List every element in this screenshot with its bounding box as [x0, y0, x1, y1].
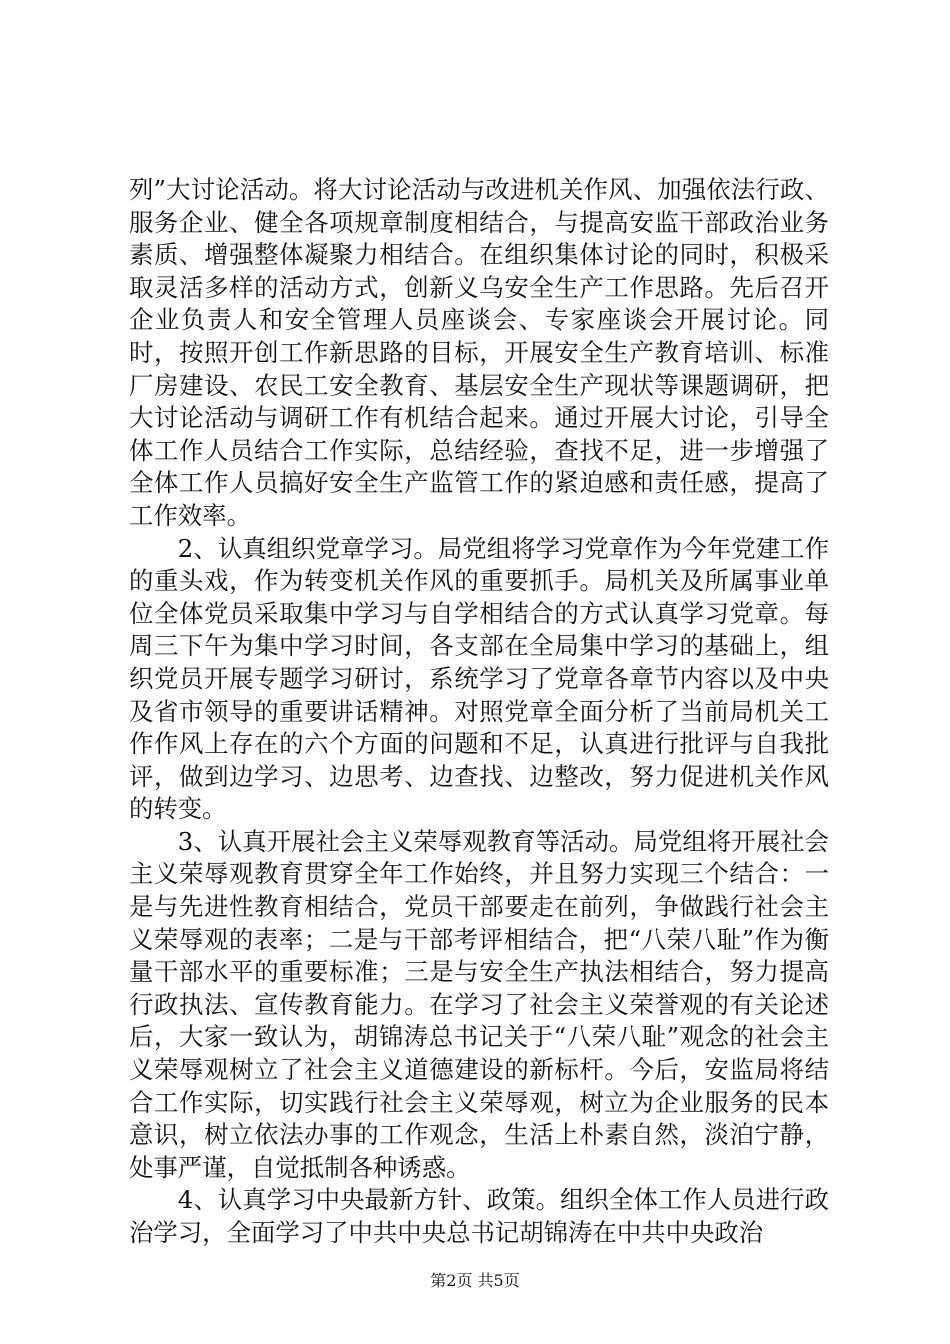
paragraph-4: 4、认真学习中央最新方针、政策。组织全体工作人员进行政治学习，全面学习了中共中央总书记胡锦涛在中共中央政治 [129, 1185, 829, 1247]
page-footer [0, 1268, 950, 1291]
paragraph-2: 2、认真组织党章学习。局党组将学习党章作为今年党建工作的重头戏，作为转变机关作风的重要抓手。局机关及所属事业单位全体党员采取集中学习与自学相结合的方式认真学习党章。每周三下午为集中学习时间，各支部在全局集中学习的基础上，组织党员开展专题学习研讨，系统学习了党章各章节内容以及中央及省市领导的重要讲话精神。对照党章全面分析了当前局机关工作作风上存在的六个方面的问题和不足，认真进行批评与自我批评，做到边学习、边思考、边查找、边整改，努力促进机关作风的转变。 [129, 533, 829, 824]
paragraph-1: 列”大讨论活动。将大讨论活动与改进机关作风、加强依法行政、服务企业、健全各项规章制度相结合，与提高安监干部政治业务素质、增强整体凝聚力相结合。在组织集体讨论的同时，积极采取灵活多样的活动方式，创新义乌安全生产工作思路。先后召开企业负责人和安全管理人员座谈会、专家座谈会开展讨论。同时，按照开创工作新思路的目标，开展安全生产教育培训、标准厂房建设、农民工安全教育、基层安全生产现状等课题调研，把大讨论活动与调研工作有机结合起来。通过开展大讨论，引导全体工作人员结合工作实际，总结经验，查找不足，进一步增强了全体工作人员搞好安全生产监管工作的紧迫感和责任感，提高了工作效率。 [129, 175, 829, 530]
paragraph-3: 3、认真开展社会主义荣辱观教育等活动。局党组将开展社会主义荣辱观教育贯穿全年工作始终，并且努力实现三个结合：一是与先进性教育相结合，党员干部要走在前列，争做践行社会主义荣辱观的表率；二是与干部考评相结合，把“八荣八耻”作为衡量干部水平的重要标准；三是与安全生产执法相结合，努力提高行政执法、宣传教育能力。在学习了社会主义荣誉观的有关论述后，大家一致认为，胡锦涛总书记关于“八荣八耻”观念的社会主义荣辱观树立了社会主义道德建设的新标杆。今后，安监局将结合工作实际，切实践行社会主义荣辱观，树立为企业服务的民本意识，树立依法办事的工作观念，生活上朴素自然，淡泊宁静，处事严谨，自觉抵制各种诱惑。 [129, 826, 829, 1182]
body-text [129, 174, 829, 1250]
page-number: 第2页 共5页 [430, 1271, 520, 1290]
